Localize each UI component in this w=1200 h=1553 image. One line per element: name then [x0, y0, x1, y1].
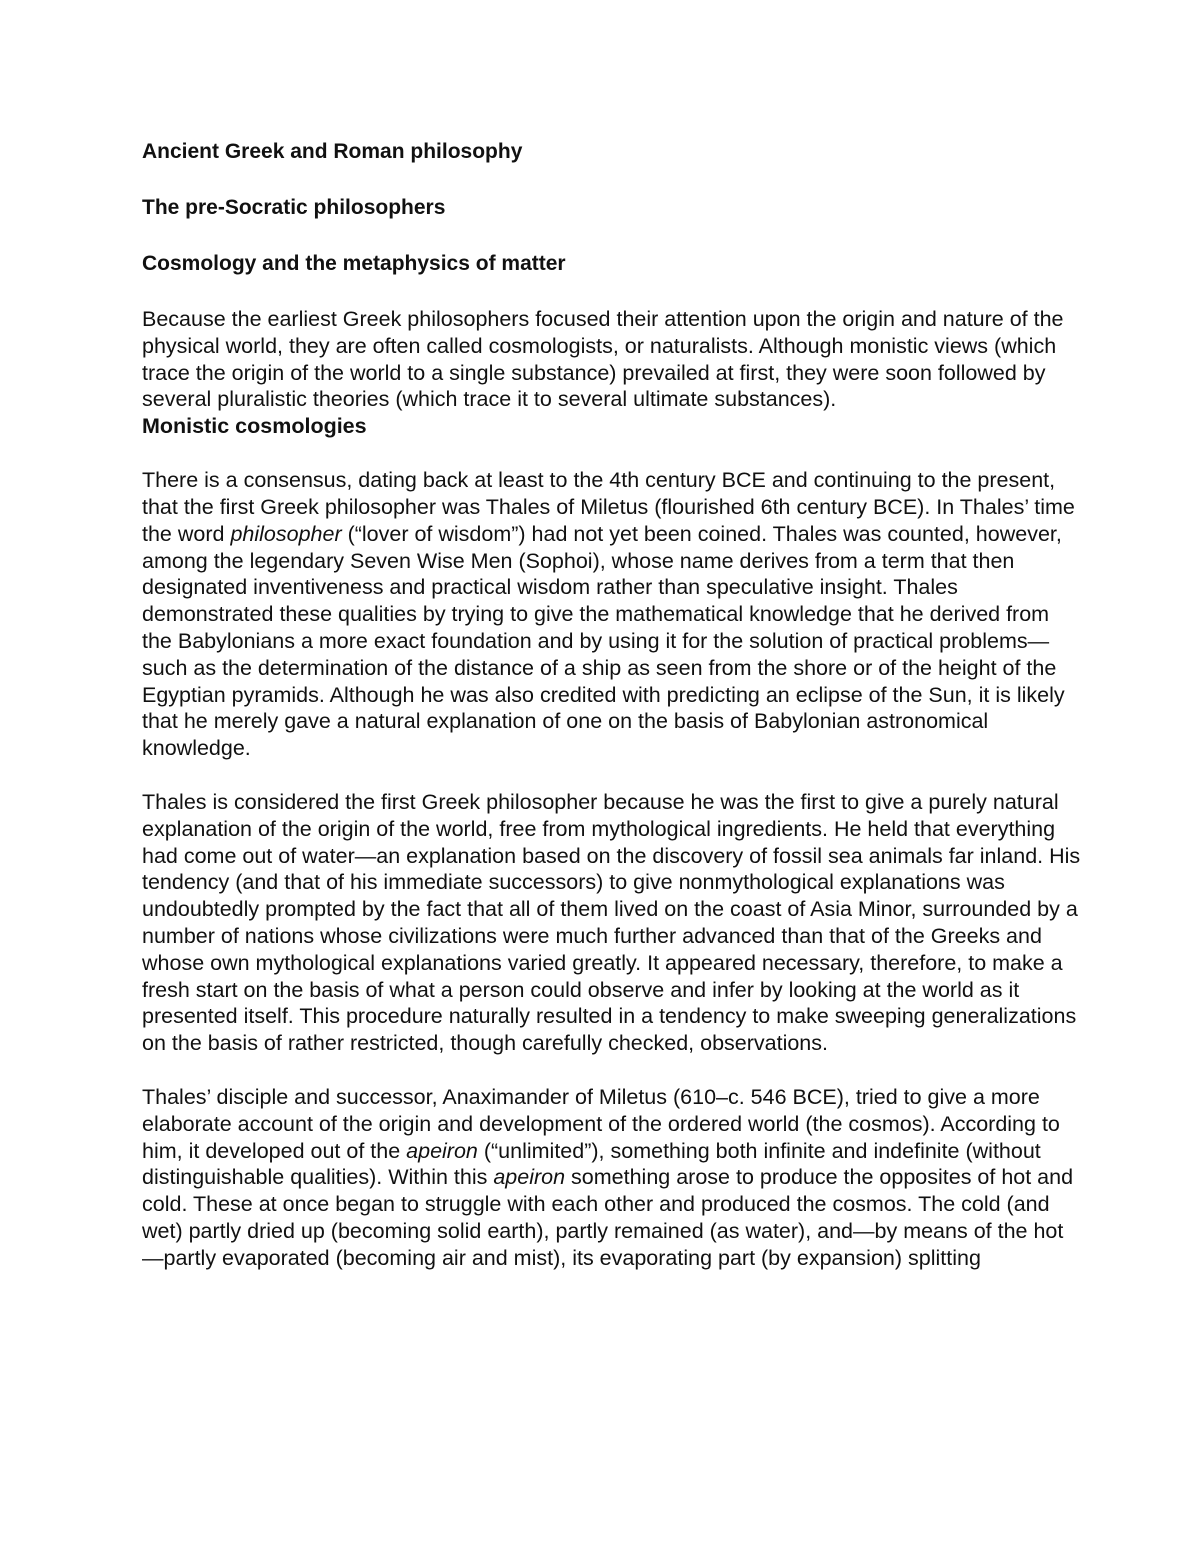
- paragraph-text: something arose to produce the opposites of hot and cold. These at once began to struggle with each other and produced the cosmos. The cold (and wet) partly dried up (becoming solid earth), partly remained (as water), and—by means of the hot—partly evaporated (becoming air and mist), its evaporating part (by expansion) splitting: [142, 1165, 1074, 1270]
- paragraph-thales: [142, 467, 1082, 762]
- paragraph-thales-first: Thales is considered the first Greek philosopher because he was the first to give a purely natural explanation of the origin of the world, free from mythological ingredients. He held that everything had come out of water—an explanation based on the discovery of fossil sea animals far inland. His tendency (and that of his immediate successors) to give nonmythological explanations was undoubtedly prompted by the fact that all of them lived on the coast of Asia Minor, surrounded by a number of nations whose civilizations were much further advanced than that of the Greeks and whose own mythological explanations varied greatly. It appeared necessary, therefore, to make a fresh start on the basis of what a person could observe and infer by looking at the world as it presented itself. This procedure naturally resulted in a tendency to make sweeping generalizations on the basis of rather restricted, though carefully checked, observations.: [142, 789, 1081, 1056]
- emphasis-term: philosopher: [230, 521, 342, 546]
- paragraph-text: Thales’ disciple and successor, Anaximander of Miletus (610–c. 546 BCE), tried to give a more elaborate account of the origin and development of the ordered world (the cosmos). According to him, it developed out of the: [142, 1084, 1060, 1163]
- emphasis-term: apeiron: [406, 1138, 478, 1163]
- paragraph-text: There is a consensus, dating back at least to the 4th century BCE and continuing to the present, that the first Greek philosopher was Thales of Miletus (flourished 6th century BCE). In Thales’ time the word: [142, 468, 1075, 546]
- document-title: Ancient Greek and Roman philosophy: [142, 140, 523, 163]
- paragraph-anaximander: [142, 1084, 1082, 1272]
- document-page: [142, 138, 1082, 1272]
- section-heading: The pre-Socratic philosophers: [142, 196, 446, 219]
- subsection-heading-monistic: Monistic cosmologies: [142, 414, 367, 439]
- emphasis-term: apeiron: [493, 1165, 566, 1190]
- paragraph-text: (“unlimited”), something both infinite and indefinite (without distinguishable qualities). Within this: [142, 1138, 1041, 1190]
- subsection-heading: Cosmology and the metaphysics of matter: [142, 252, 566, 275]
- paragraph-text: (“lover of wisdom”) had not yet been coined. Thales was counted, however, among the legendary Seven Wise Men (Sophoi), whose name derives from a term that then designated inventiveness and practical wisdom rather than speculative insight. Thales demonstrated these qualities by trying to give the mathematical knowledge that he derived from the Babylonians a more exact foundation and by using it for the solution of practical problems—such as the determination of the distance of a ship as seen from the shore or of the height of the Egyptian pyramids. Although he was also credited with predicting an eclipse of the Sun, it is likely that he merely gave a natural explanation of one on the basis of Babylonian astronomical knowledge.: [142, 521, 1065, 761]
- paragraph-intro: Because the earliest Greek philosophers focused their attention upon the origin and nature of the physical world, they are often called cosmologists, or naturalists. Although monistic views (which trace the origin of the world to a single substance) prevailed at first, they were soon followed by several pluralistic theories (which trace it to several ultimate substances).: [142, 307, 1064, 412]
